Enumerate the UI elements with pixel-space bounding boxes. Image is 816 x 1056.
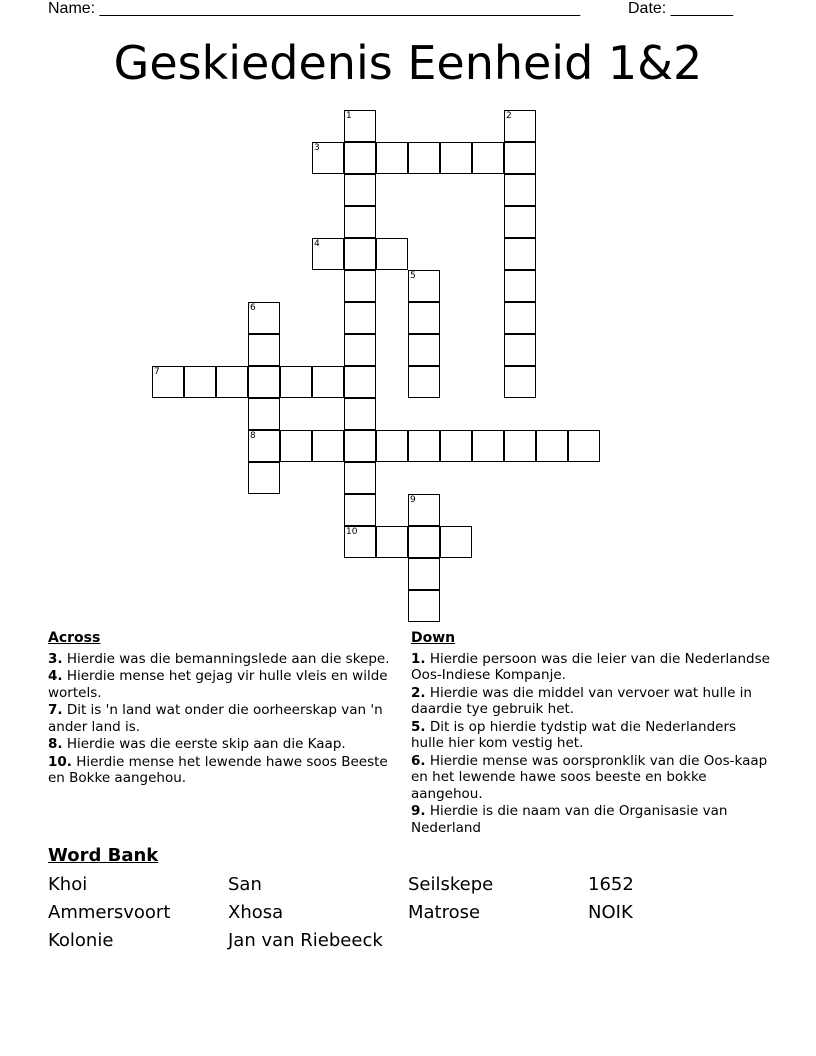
across-clue [48,668,396,701]
clue-text: Hierdie mense was oorspronklik van die Oos-kaap en het lewende hawe soos beeste en bokke aangehou. [411,752,768,802]
clue-number: 4 [314,239,320,249]
crossword-cell[interactable] [408,430,440,462]
down-clue [411,803,771,836]
crossword-cell[interactable] [504,142,536,174]
crossword-cell[interactable] [280,430,312,462]
clue-number: 1 [346,111,352,121]
across-clue [48,754,396,787]
date-field-line: Date: _______ [628,0,733,17]
page-title: Geskiedenis Eenheid 1&2 [113,36,703,90]
crossword-cell[interactable] [248,302,280,334]
across-clues [48,630,396,788]
crossword-cell[interactable] [504,430,536,462]
crossword-cell[interactable] [312,142,344,174]
crossword-cell[interactable] [184,366,216,398]
crossword-cell[interactable] [312,366,344,398]
name-field-line: Name: ______________________________________________________ [48,0,581,17]
crossword-cell[interactable] [344,334,376,366]
crossword-cell[interactable] [344,238,376,270]
crossword-cell[interactable] [376,430,408,462]
crossword-cell[interactable] [312,430,344,462]
word-bank-item: San [228,874,262,895]
clue-number: 10. [48,753,72,770]
crossword-cell[interactable] [344,494,376,526]
crossword-cell[interactable] [504,366,536,398]
crossword-cell[interactable] [248,462,280,494]
crossword-cell[interactable] [344,142,376,174]
crossword-cell[interactable] [440,526,472,558]
clue-number: 2. [411,684,426,701]
word-bank-item: Ammersvoort [48,902,171,923]
crossword-cell[interactable] [344,174,376,206]
clue-text: Hierdie is die naam van die Organisasie van Nederland [411,803,728,836]
word-bank-item: Xhosa [228,902,284,923]
crossword-cell[interactable] [504,302,536,334]
clue-text: Hierdie was die middel van vervoer wat hulle in daardie tye gebruik het. [411,684,752,717]
down-clue [411,719,771,752]
across-heading: Across [48,630,101,646]
crossword-cell[interactable] [248,430,280,462]
crossword-cell[interactable] [408,142,440,174]
clue-text: Hierdie mense het gejag vir hulle vleis en wilde wortels. [48,668,388,701]
crossword-cell[interactable] [344,430,376,462]
clue-number: 6. [411,752,426,769]
across-clue [48,651,396,668]
crossword-cell[interactable] [344,462,376,494]
crossword-cell[interactable] [504,206,536,238]
clue-number: 7 [154,367,160,377]
crossword-cell[interactable] [344,110,376,142]
word-bank-item: Kolonie [48,930,114,951]
crossword-cell[interactable] [408,334,440,366]
down-clue-list [411,651,771,837]
word-bank-item: Matrose [408,902,481,923]
crossword-cell[interactable] [440,430,472,462]
crossword-cell[interactable] [440,142,472,174]
clue-number: 8 [250,431,256,441]
down-clues [411,630,771,837]
clue-number: 5 [410,271,416,281]
crossword-cell[interactable] [504,334,536,366]
clue-number: 8. [48,736,63,752]
word-bank-item: 1652 [588,874,634,895]
word-bank-item: Khoi [48,874,88,895]
crossword-cell[interactable] [376,142,408,174]
crossword-cell[interactable] [504,110,536,142]
crossword-cell[interactable] [504,174,536,206]
clue-number: 3 [314,143,320,153]
crossword-cell[interactable] [248,366,280,398]
crossword-cell[interactable] [344,206,376,238]
crossword-cell[interactable] [472,430,504,462]
crossword-cell[interactable] [248,334,280,366]
down-heading: Down [411,630,456,646]
clue-number: 4. [48,668,63,684]
word-bank-item: NOIK [588,902,633,923]
crossword-cell[interactable] [504,270,536,302]
clue-number: 6 [250,303,256,313]
crossword-cell[interactable] [408,366,440,398]
crossword-cell[interactable] [280,366,312,398]
across-clue-list [48,651,396,787]
crossword-cell[interactable] [344,302,376,334]
crossword-cell[interactable] [344,526,376,558]
down-clue [411,753,771,803]
crossword-cell[interactable] [408,590,440,622]
crossword-cell[interactable] [408,526,440,558]
word-bank-item: Seilskepe [408,874,494,895]
crossword-cell[interactable] [248,398,280,430]
clue-number: 9 [410,495,416,505]
crossword-cell[interactable] [344,270,376,302]
crossword-cell[interactable] [344,366,376,398]
down-clue [411,651,771,684]
clue-text: Hierdie was die bemanningslede aan die skepe. [62,650,390,667]
crossword-cell[interactable] [376,238,408,270]
crossword-cell[interactable] [152,366,184,398]
clue-number: 2 [506,111,512,121]
word-bank-item: Jan van Riebeeck [228,930,383,951]
crossword-cell[interactable] [408,558,440,590]
clue-number: 5. [411,718,426,735]
clue-number: 3. [48,650,63,667]
clue-number: 7. [48,702,63,718]
clue-number: 1. [411,650,426,667]
crossword-cell[interactable] [408,270,440,302]
clue-text: Hierdie was die eerste skip aan die Kaap. [62,736,346,752]
across-clue [48,702,396,735]
clue-number: 9. [411,803,426,819]
crossword-cell[interactable] [504,238,536,270]
crossword-cell[interactable] [472,142,504,174]
clue-text: Hierdie persoon was die leier van die Nederlandse Oos-Indiese Kompanje. [411,650,770,683]
clue-number: 10 [346,527,358,537]
crossword-cell[interactable] [344,398,376,430]
crossword-cell[interactable] [568,430,600,462]
crossword-cell[interactable] [216,366,248,398]
crossword-cell[interactable] [536,430,568,462]
crossword-cell[interactable] [408,494,440,526]
across-clue [48,736,396,753]
crossword-cell[interactable] [312,238,344,270]
crossword-cell[interactable] [376,526,408,558]
clue-text: Dit is op hierdie tydstip wat die Nederlanders hulle hier kom vestig het. [411,718,737,751]
crossword-cell[interactable] [408,302,440,334]
word-bank-heading: Word Bank [48,845,159,866]
clue-text: Dit is 'n land wat onder die oorheerskap van 'n ander land is. [48,702,383,735]
down-clue [411,685,771,718]
clue-text: Hierdie mense het lewende hawe soos Beeste en Bokke aangehou. [48,753,388,786]
